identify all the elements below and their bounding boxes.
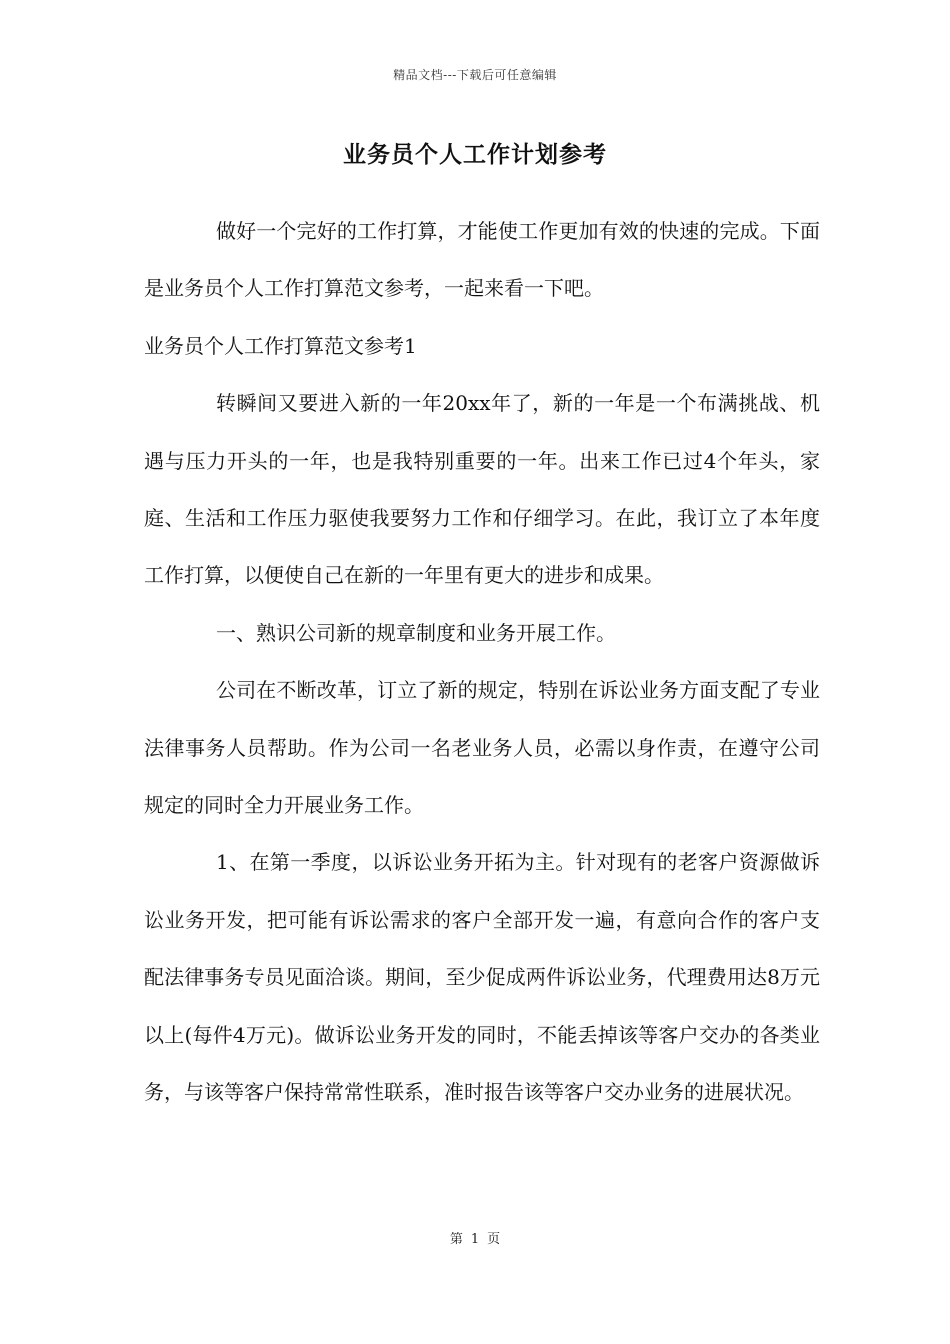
body-paragraph: 转瞬间又要进入新的一年20xx年了，新的一年是一个布满挑战、机遇与压力开头的一年，也是我特别重要的一年。出来工作已过4个年头，家庭、生活和工作压力驱使我要努力工作和仔细学习。在此，我订立了本年度工作打算，以便使自己在新的一年里有更大的进步和成果。 xyxy=(144,391,820,588)
page-number: 1 xyxy=(470,1232,480,1247)
document-title: 业务员个人工作计划参考 xyxy=(343,141,607,168)
page-label-prefix: 第 xyxy=(449,1232,463,1247)
subsection-heading: 一、熟识公司新的规章制度和业务开展工作。 xyxy=(216,620,616,645)
body-paragraph: 1、在第一季度，以诉讼业务开拓为主。针对现有的老客户资源做诉讼业务开发，把可能有诉讼需求的客户全部开发一遍，有意向合作的客户支配法律事务专员见面洽谈。期间，至少促成两件诉讼业务，代理费用达8万元以上(每件4万元)。做诉讼业务开发的同时，不能丢掉该等客户交办的各类业务，与该等客户保持常常性联系，准时报告该等客户交办业务的进展状况。 xyxy=(144,850,820,1105)
page-label-suffix: 页 xyxy=(487,1232,501,1247)
page-header: 精品文档---下载后可任意编辑 xyxy=(393,68,557,82)
body-paragraph: 公司在不断改革，订立了新的规定，特别在诉讼业务方面支配了专业法律事务人员帮助。作为公司一名老业务人员，必需以身作责，在遵守公司规定的同时全力开展业务工作。 xyxy=(144,678,820,818)
page-footer xyxy=(0,1228,950,1247)
document-body xyxy=(144,203,820,1122)
intro-paragraph: 做好一个完好的工作打算，才能使工作更加有效的快速的完成。下面是业务员个人工作打算范文参考，一起来看一下吧。 xyxy=(144,219,820,301)
section-heading: 业务员个人工作打算范文参考1 xyxy=(144,333,417,358)
